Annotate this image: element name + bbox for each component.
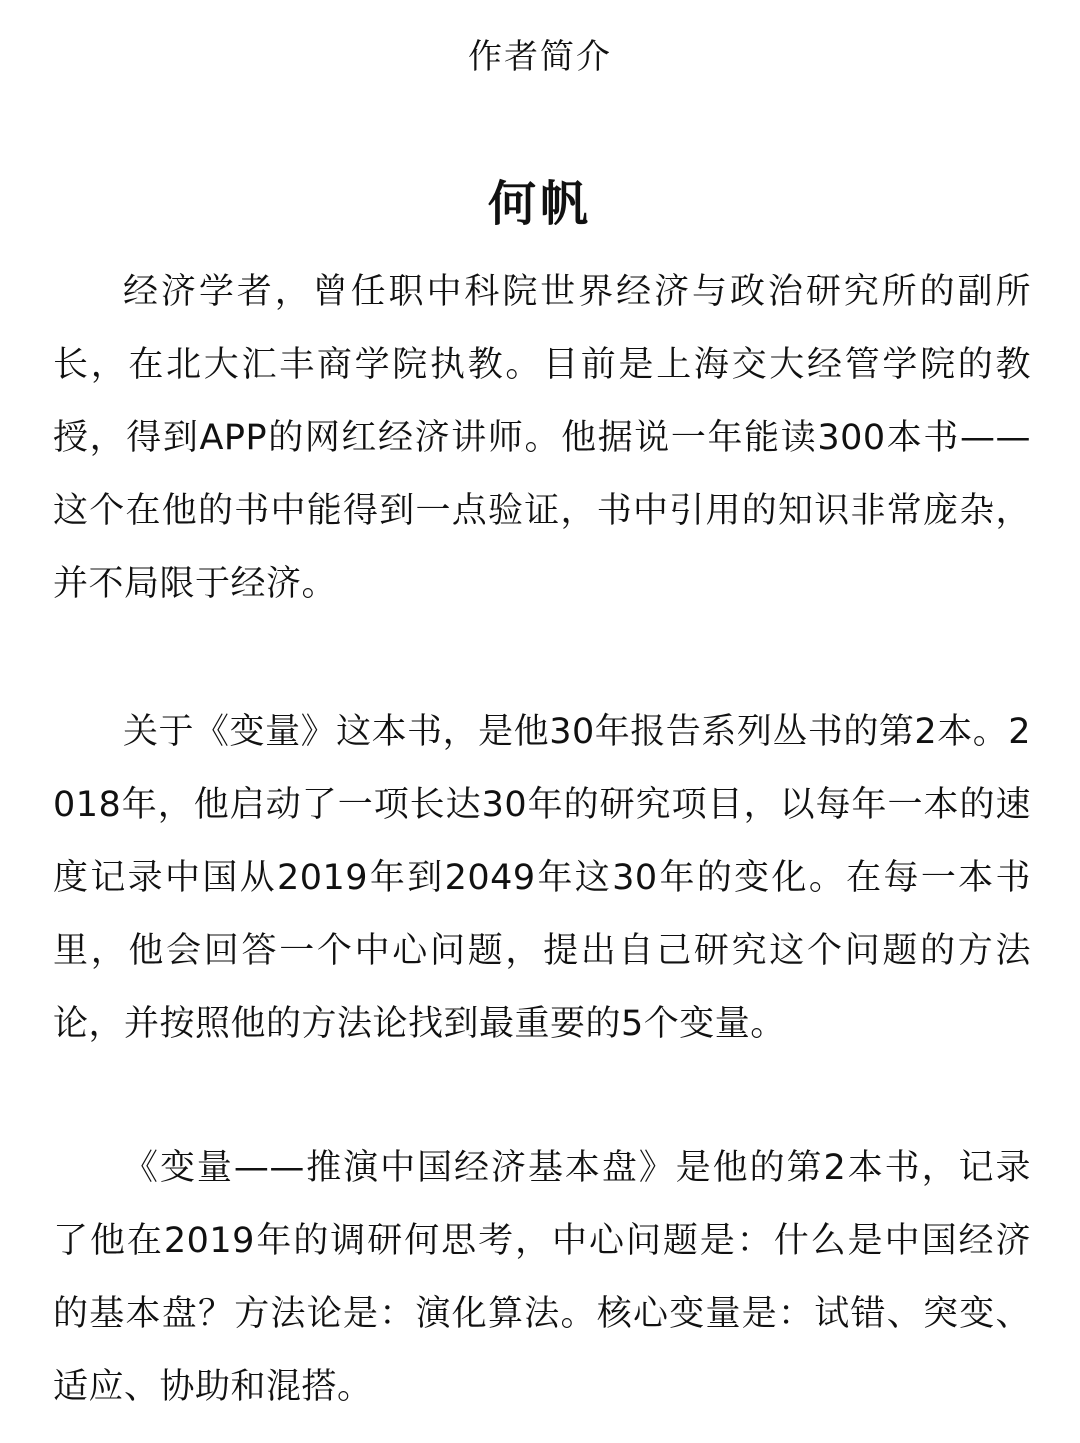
paragraph-book-series: 关于《变量》这本书，是他30年报告系列丛书的第2本。2018年，他启动了一项长达30年的研究项目，以每年一本的速度记录中国从2019年到2049年这30年的变化。在每一本书里，他会回答一个中心问题，提出自己研究这个问题的方法论，并按照他的方法论找到最重要的5个变量。 — [53, 712, 1031, 1044]
paragraph-book-summary: 《变量——推演中国经济基本盘》是他的第2本书，记录了他在2019年的调研何思考，中心问题是：什么是中国经济的基本盘？方法论是：演化算法。核心变量是：试错、突变、适应、协助和混搭。 — [53, 1148, 1031, 1407]
author-name: 何帆 — [487, 176, 592, 232]
paragraph-author-bio: 经济学者，曾任职中科院世界经济与政治研究所的副所长，在北大汇丰商学院执教。目前是上海交大经管学院的教授，得到APP的网红经济讲师。他据说一年能读300本书——这个在他的书中能得到一点验证，书中引用的知识非常庞杂，并不局限于经济。 — [53, 272, 1031, 604]
section-title: 作者简介 — [468, 37, 612, 77]
